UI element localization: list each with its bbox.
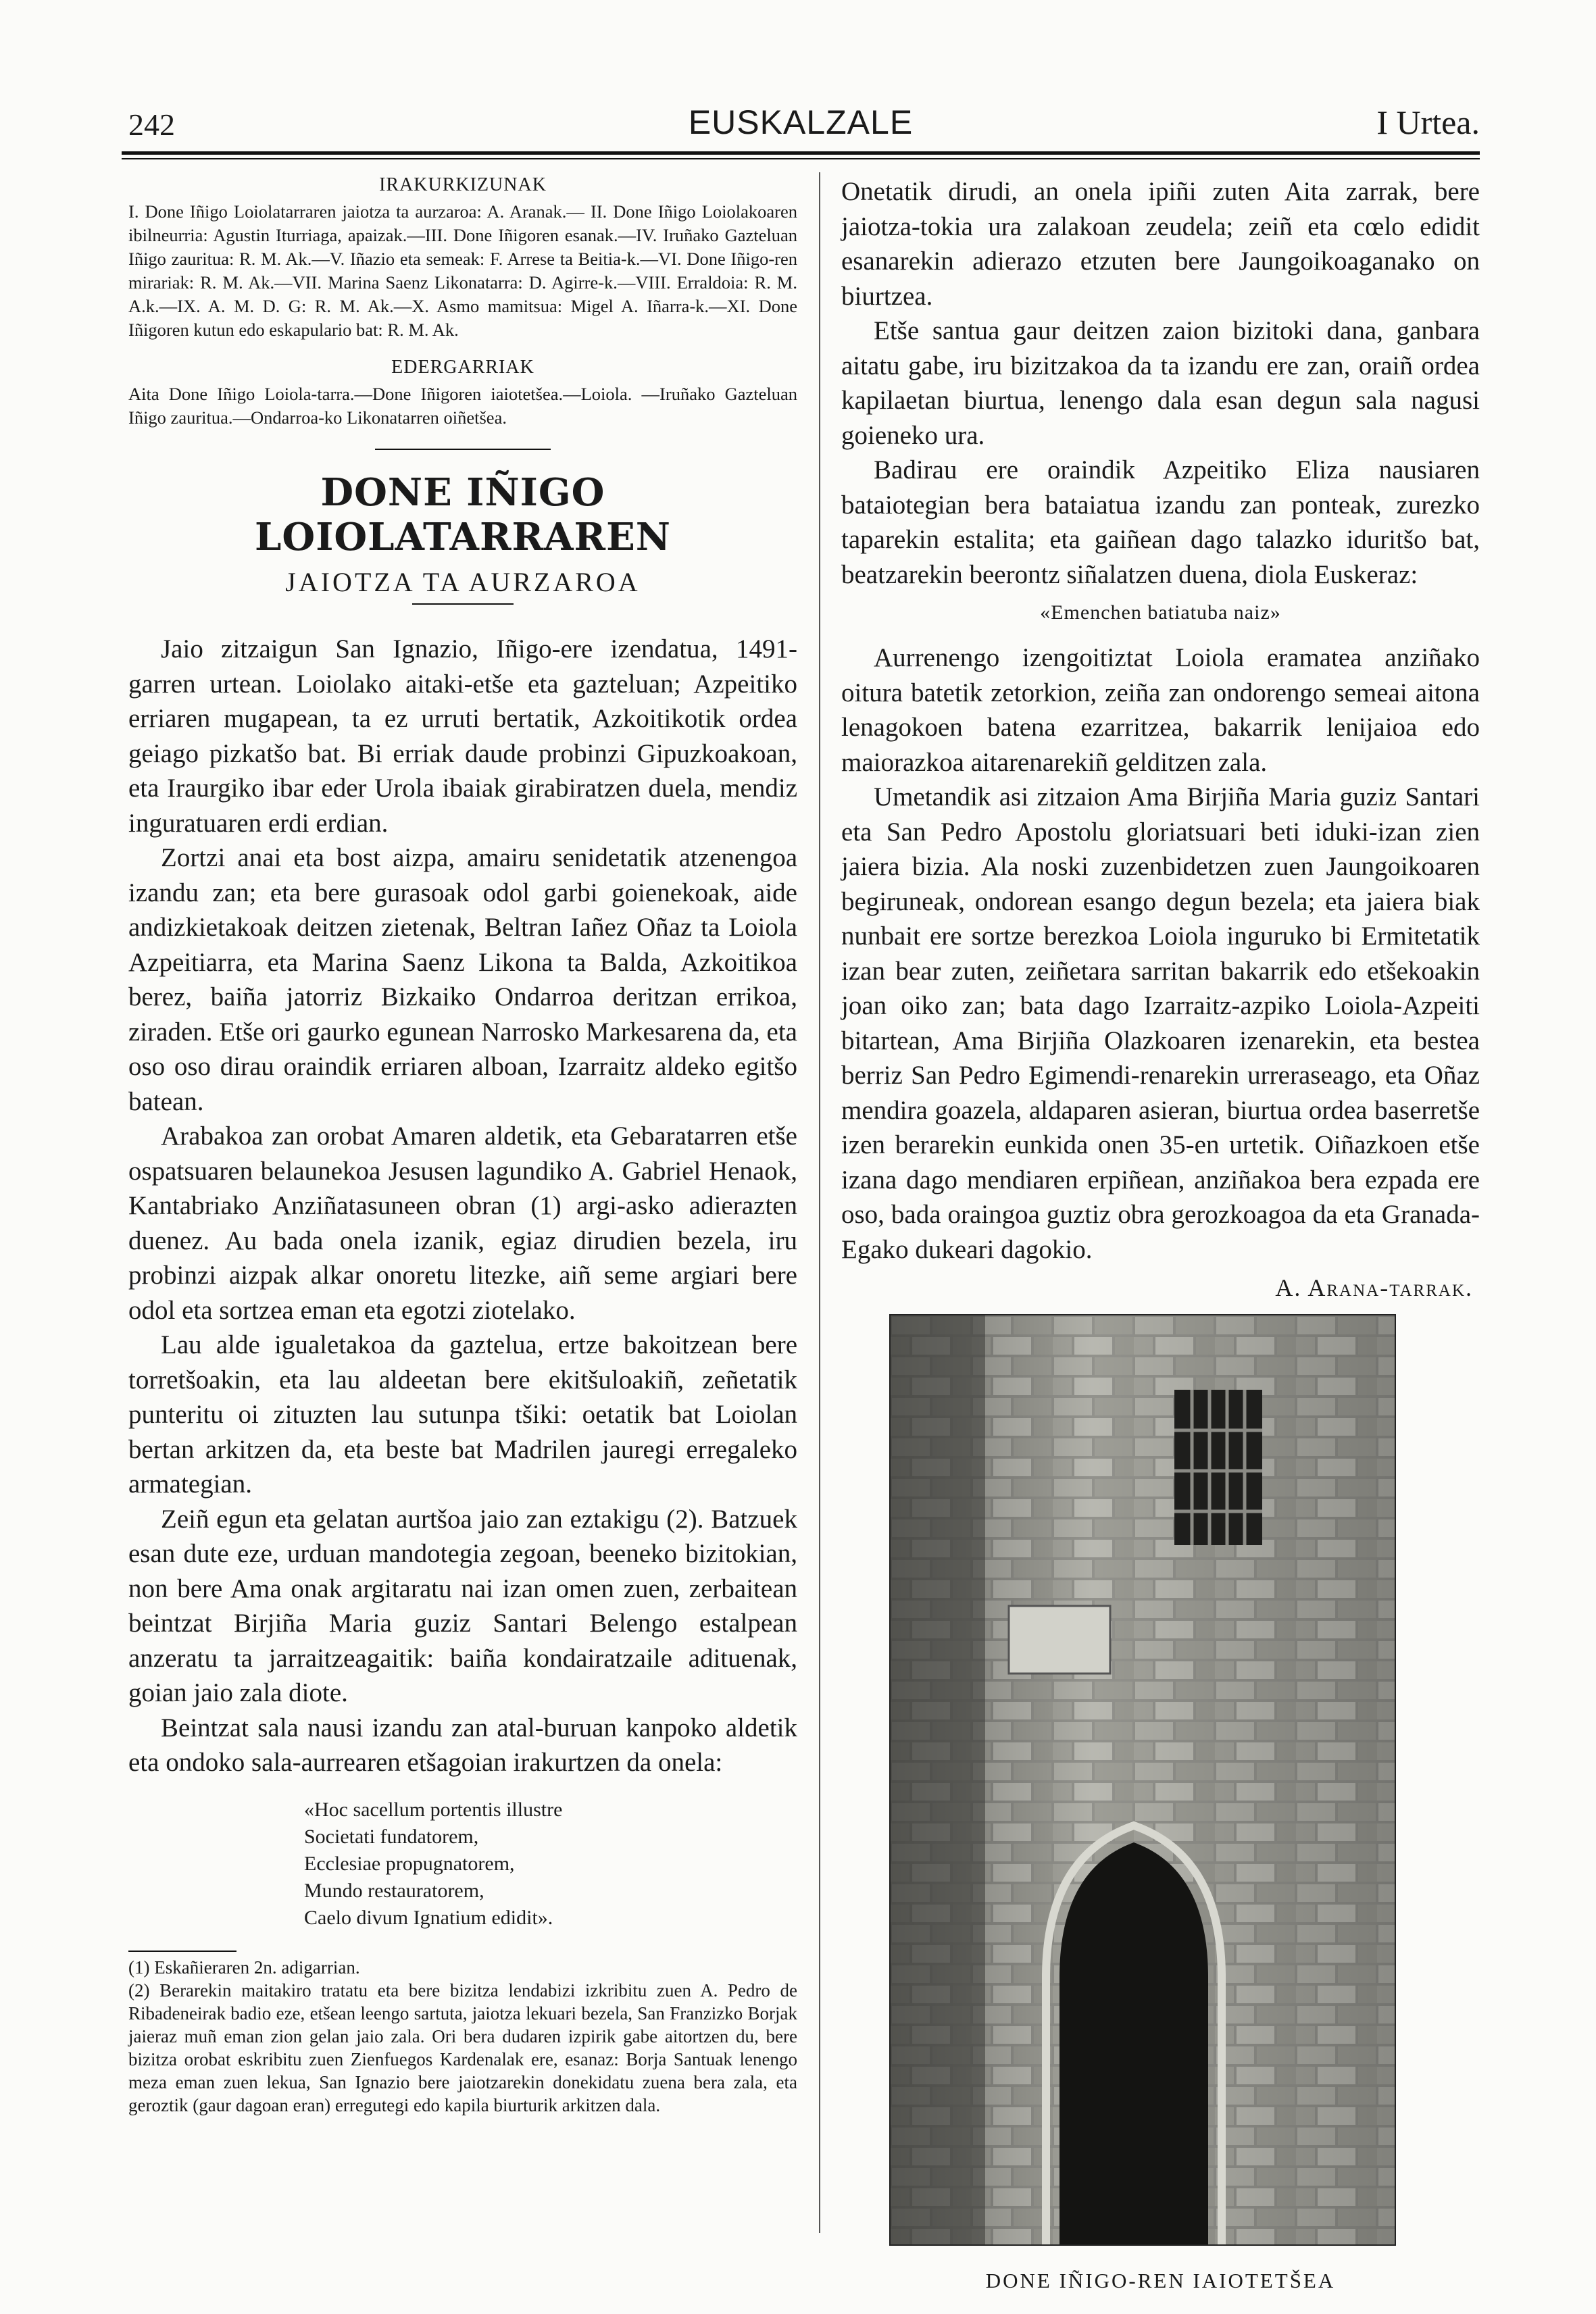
right-column: [841, 174, 1480, 1339]
paragraph: Badirau ere oraindik Azpeitiko Eliza nausiaren bataiotegian bera bataiatua izandu zan ponteak, zurezko taparekin estalita; eta gaiñean dago talazko iduritšo bat, beatzarekin beerontz siñalatzen duena, diola Euskeraz:: [841, 455, 1480, 589]
header-rule-thin: [122, 158, 1480, 159]
birthplace-photo: [889, 1314, 1396, 2246]
stone-wall-illustration: [891, 1315, 1395, 2244]
volume-year: I Urtea.: [1376, 103, 1480, 141]
title-rule: [412, 603, 514, 605]
article-subtitle: JAIOTZA TA AURZAROA: [285, 567, 641, 597]
left-column: [128, 174, 797, 2117]
paragraph: Beintzat sala nausi izandu zan atal-buruan kanpoko aldetik eta ondoko sala-aurrearen etšagoian irakurtzen da onela:: [128, 1713, 797, 1777]
paragraph: Umetandik asi zitzaion Ama Birjiña Maria guziz Santari eta San Pedro Apostolu gloriatsuari beti iduki-izan zien jaiera bizia. Ala noski zuzenbidetzen zuen Jaungoikoaren begiruneak, ondorean esango degun bezela; eta jaiera biak nunbait ere sortze berezkoa Loiola inguruko bi Ermitetatik izan bear zuten, zeiñetara sarritan bakarrik edo etšekoakin joan oiko zan; bata dago Izarraitz-azpiko Loiola-Azpeiti bitartean, Ama Birjiña Olazkoaren izenarekin, eta bestea berriz San Pedro Egimendi-renarekin urreraseago, eta Oñaz mendira goazela, aldaparen asieran, biurtua ordea baserretše izen berarekin eunkida onen 35-en urtetik. Oiñazkoen etše izana dago mendiaren erpiñean, anziñakoa bera ezpada ere oso, bada oraingoa guztiz obra gerozkoagoa da eta Granada-Egako dukeari dagokio.: [841, 782, 1480, 1264]
inscription-line: «Hoc sacellum portentis illustre: [304, 1798, 563, 1821]
article-body-right-2: [841, 640, 1480, 1267]
images-list: Aita Done Iñigo Loiola-tarra.—Done Iñigoren iaiotetšea.—Loiola. —Iruñako Gazteluan Iñigo zauritua.—Ondarroa-ko Likonatarren oiñetšea.: [128, 384, 797, 428]
inscription-line: Ecclesiae propugnatorem,: [304, 1852, 515, 1875]
paragraph: Zeiñ egun eta gelatan aurtšoa jaio zan eztakigu (2). Batzuek esan dute eze, urduan mandotegia zegoan, beeneko bizitokian, non bere Ama onak argitaratu nai izan omen zuen, zerbaitean beintzat Birjiña Maria guziz Santari Belengo estalpean anzeratu ta jarraitzeagaitik: baiña kondairatzaile adituenak, goian jaio zala diote.: [128, 1504, 797, 1707]
article-title: DONE IÑIGO LOIOLATARRAREN: [255, 470, 671, 559]
paragraph: Lau alde igualetakoa da gaztelua, ertze bakoitzean bere torretšoakin, eta lau aldeetan bere ekitšuloakiñ, zeñetatik punteritu oi zituzten lau sutunpa tšiki: oetatik bat Loiolan bertan arkitzen da, eta beste bat Madrilen jauregi erregaleko armategian.: [128, 1330, 797, 1499]
footnote: (1) Eskañieraren 2n. adigarrian.: [128, 1957, 360, 1978]
paragraph: Zortzi anai eta bost aizpa, amairu senidetatik atzenengoa izandu zan; eta bere gurasoak odol garbi goienekoak, aide andizkietakoak deitzen zietenak, Beltran Iañez Oñaz ta Loiola Azpeitiarra, eta Marina Saenz Likona ta Balda, Azkoitikoa berez, baiña jatorriz Bizkaiko Ondarroa deritzan errikoa, ziraden. Etše ori gaurko egunean Narrosko Markesarena da, eta oso oso dirau oraindik erriaren alboan, Izarraitz aldeko egitšo batean.: [128, 843, 797, 1116]
paragraph: Jaio zitzaigun San Ignazio, Iñigo-ere izendatua, 1491-garren urtean. Loiolako aitaki-etše eta gazteluan; Azpeitiko erriaren mugapean, ta ez urruti bertatik, Azkoitikotik ordea geiago pizkatšo bat. Bi erriak daude probinzi Gipuzkoakoan, eta Iraurgiko ibar eder Urola ibaiak girabiratzen duela, mendiz inguratuaren erdi erdian.: [128, 634, 797, 838]
images-heading: EDERGARRIAK: [391, 357, 534, 378]
latin-inscription: [304, 1796, 797, 1932]
header-rule: [122, 151, 1480, 155]
contents-list: I. Done Iñigo Loiolatarraren jaiotza ta aurzaroa: A. Aranak.— II. Done Iñigo Loiolakoaren ibilneurria: Agustin Iturriaga, apaizak.—III. Done Iñigoren esanak.—IV. Iruñako Gazteluan Iñigo zauritua: R. M. Ak.—V. Iñazio eta semeak: F. Arrese ta Beitia-k.—VI. Done Iñigo-ren mirariak: R. M. Ak.—VII. Marina Saenz Likonatarra: D. Agirre-k.—VIII. Erraldoia: R. M. A.k.—IX. A. M. D. G: R. M. Ak.—X. Asmo mamitsua: Migel A. Iñarra-k.—XI. Done Iñigoren kutun edo eskapulario bat: R. M. Ak.: [128, 201, 797, 340]
footnote: (2) Berarekin maitakiro tratatu eta bere bizitza lendabizi izkribitu zuen A. Pedro de Ribadeneirak badio eze, etšean leengo sartuta, jaiotza lekuari bezela, San Franzizko Borjak jaieraz muñ eman zion gelan jaio zala. Ori bera dudaren izpirik gabe aitortzen du, bere bizitza orobat eskribitu zuen Zienfuegos Kardenalak ere, esanaz: Borja Santuak lenengo meza eman zuen lekua, San Ignazio bere jaiotzarekin donekidatu zuena bera zala, eta geroztik (gaur dagoan eran) erregutegi edo kapila biurturik arkitzen dala.: [128, 1980, 797, 2115]
author-signature: A. Arana-tarrak.: [1275, 1274, 1473, 1301]
footnote-rule: [128, 1951, 236, 1952]
paragraph: Onetatik dirudi, an onela ipiñi zuten Aita zarrak, bere jaiotza-tokia ura zalakoan zeudela; zeiñ eta cœlo edidit esanarekin adierazo etzuten bere Jaungoikoaganako on biurtzea.: [841, 177, 1480, 311]
journal-title: EUSKALZALE: [688, 103, 914, 141]
column-divider: [819, 172, 820, 2233]
page-header: [122, 93, 1480, 147]
article-body-left: [128, 632, 797, 1780]
article-body-right: [841, 174, 1480, 592]
inscription-line: Mundo restauratorem,: [304, 1879, 484, 1902]
photo-caption: DONE IÑIGO-REN IAIOTETŠEA: [985, 2269, 1336, 2292]
section-separator: [375, 449, 551, 450]
paragraph: Arabakoa zan orobat Amaren aldetik, eta Gebaratarren etše ospatsuaren belaunekoa Jesusen lagundiko A. Gabriel Henaok, Kantabriako Anziñatasuneen obran (1) argi-asko adierazten duenez. Au bada onela izanik, egiaz dirudien bezela, iru probinzi aizpak alkar onoretu litezke, aiñ seme argiari bere odol eta sortzea eman eta egotzi ziotelako.: [128, 1122, 797, 1325]
paragraph: Etše santua gaur deitzen zaion bizitoki dana, ganbara aitatu gabe, iru bizitzakoa da ta izandu ere zan, oraiñ ordea kapilaetan biurtua, lenengo dala esan degun sala nagusi goieneko ura.: [841, 316, 1480, 450]
inscription-line: Caelo divum Ignatium edidit».: [304, 1906, 553, 1929]
contents-heading: IRAKURKIZUNAK: [379, 174, 547, 195]
inscription-line: Societati fundatorem,: [304, 1825, 479, 1848]
page-number: 242: [128, 107, 175, 142]
font-inscription: «Emenchen batiatuba naiz»: [1040, 601, 1281, 624]
paragraph: Aurrenengo izengoitiztat Loiola eramatea anziñako oitura batetik zetorkion, zeiña zan ondorengo semeai aitona lenagokoen batena ezarritzea, bakarrik lenijaioa edo maiorazkoa aitarenarekiñ gelditzen zala.: [841, 643, 1480, 777]
